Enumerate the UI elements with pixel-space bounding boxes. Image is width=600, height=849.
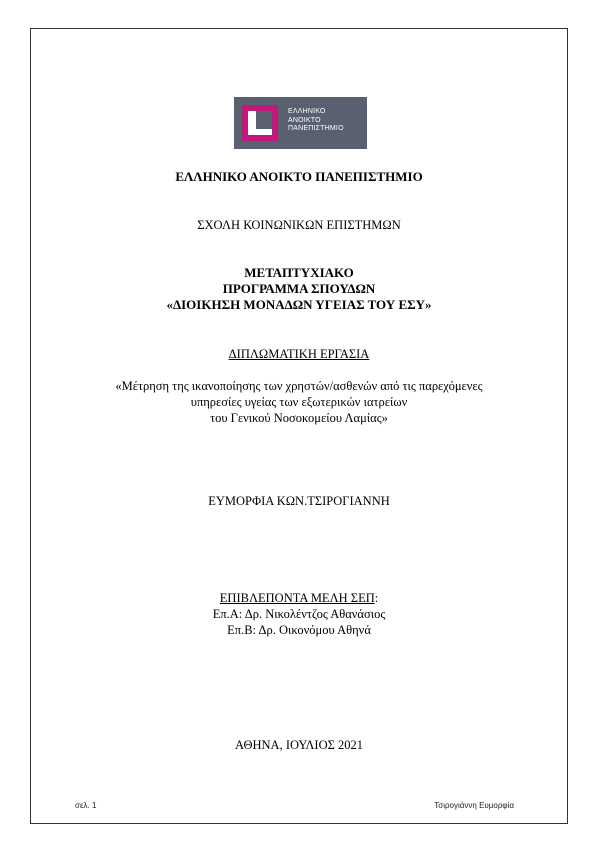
logo-line-3: ΠΑΝΕΠΙΣΤΗΜΙΟ: [288, 125, 344, 132]
school-name: ΣΧΟΛΗ ΚΟΙΝΩΝΙΚΩΝ ΕΠΙΣΤΗΜΩΝ: [197, 218, 401, 232]
logo-emblem-icon: [242, 105, 278, 141]
committee-heading: [30, 590, 568, 606]
author-name: ΕΥΜΟΡΦΙΑ ΚΩΝ.ΤΣΙΡΟΓΙΑΝΝΗ: [208, 494, 390, 508]
footer-author: Τσιρογιάννη Ευμορφία: [434, 801, 514, 810]
footer-page-number: σελ. 1: [75, 801, 97, 810]
thesis-label: ΔΙΠΛΩΜΑΤΙΚΗ ΕΡΓΑΣΙΑ: [228, 347, 370, 361]
thesis-title: [30, 378, 568, 426]
logo-line-2: ΑΝΟΙΚΤΟ: [288, 116, 321, 124]
thesis-title-line-1: «Μέτρηση της ικανοποίησης των χρηστών/ασθενών από τις παρεχόμενες: [115, 379, 483, 393]
university-logo: [234, 97, 367, 149]
program-line-2: ΠΡΟΓΡΑΜΜΑ ΣΠΟΥΔΩΝ: [222, 281, 376, 296]
committee-member-b: Επ.Β: Δρ. Οικονόμου Αθηνά: [227, 623, 371, 637]
committee-member-a: Επ.Α: Δρ. Νικολέντζος Αθανάσιος: [212, 607, 386, 621]
committee-colon: :: [374, 591, 379, 605]
thesis-title-line-3: του Γενικού Νοσοκομείου Λαμίας»: [210, 411, 388, 425]
program-heading: [30, 265, 568, 313]
logo-text: [288, 108, 344, 134]
program-line-1: ΜΕΤΑΠΤΥΧΙΑΚΟ: [244, 265, 354, 280]
program-line-3: «ΔΙΟΙΚΗΣΗ ΜΟΝΑΔΩΝ ΥΓΕΙΑΣ ΤΟΥ ΕΣΥ»: [166, 297, 432, 312]
place-date: ΑΘΗΝΑ, ΙΟΥΛΙΟΣ 2021: [234, 738, 364, 752]
committee-label: ΕΠΙΒΛΕΠΟΝΤΑ ΜΕΛΗ ΣΕΠ: [219, 591, 375, 605]
thesis-title-line-2: υπηρεσίες υγείας των εξωτερικών ιατρείων: [190, 395, 408, 409]
committee-block: [30, 590, 568, 638]
university-name: ΕΛΛΗΝΙΚΟ ΑΝΟΙΚΤΟ ΠΑΝΕΠΙΣΤΗΜΙΟ: [175, 169, 423, 184]
logo-line-1: ΕΛΛΗΝΙΚΟ: [288, 108, 326, 115]
